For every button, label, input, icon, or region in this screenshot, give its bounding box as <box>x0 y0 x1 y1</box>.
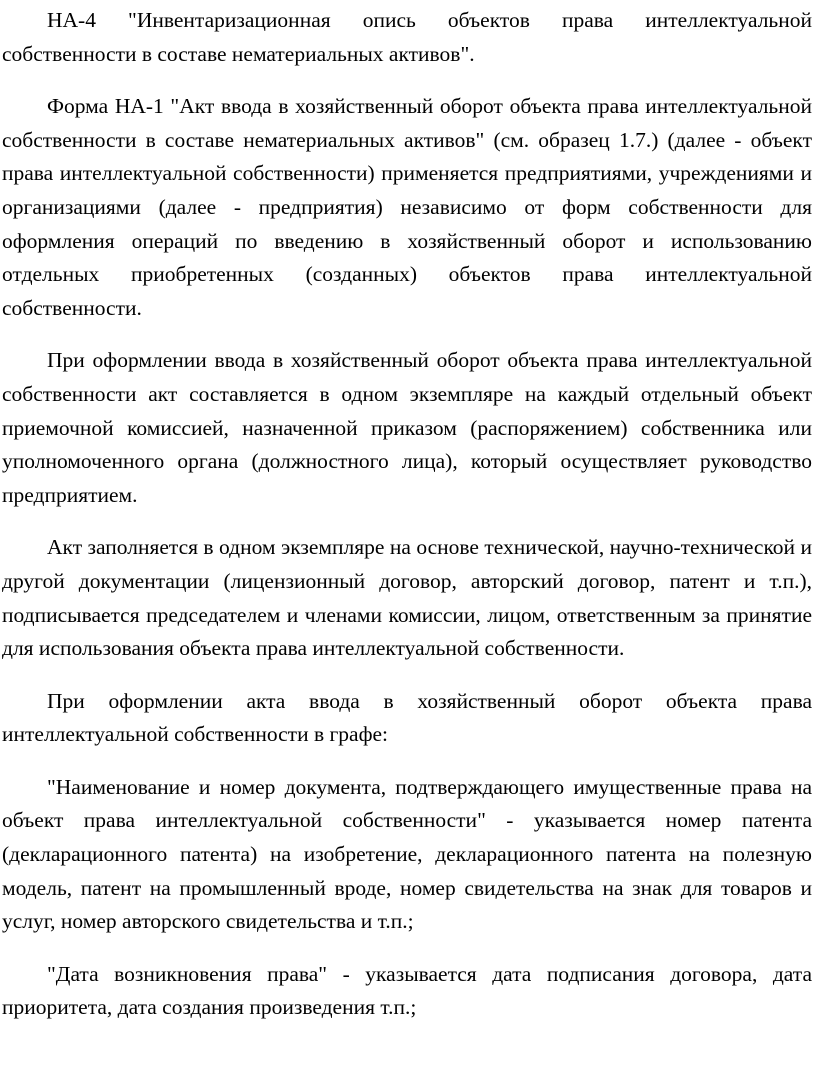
paragraph-na4-inventory: НА-4 "Инвентаризационная опись объектов права интеллектуальной собственности в составе нематериальных активов". <box>2 8 812 66</box>
paragraph-act-drafting: При оформлении ввода в хозяйственный оборот объекта права интеллектуальной собственности акт составляется в одном экземпляре на каждый отдельный объект приемочной комиссией, назначенной приказом (распоряжением) собственника или уполномоченного органа (должностного лица), который осуществляет руководство предприятием. <box>2 348 812 507</box>
paragraph-document-name-column: "Наименование и номер документа, подтверждающего имущественные права на объект права интеллектуальной собственности" - указывается номер патента (декларационного патента) на изобретение, декларационного патента на полезную модель, патент на промышленный вроде, номер свидетельства на знак для товаров и услуг, номер авторского свидетельства и т.п.; <box>2 774 812 934</box>
paragraph-column-intro: При оформлении акта ввода в хозяйственный оборот объекта права интеллектуальной собственности в графе: <box>2 688 812 747</box>
paragraph-right-date-column: "Дата возникновения права" - указывается дата подписания договора, дата приоритета, дата создания произведения т.п.; <box>2 961 812 1020</box>
paragraph-act-filling: Акт заполняется в одном экземпляре на основе технической, научно-технической и другой документации (лицензионный договор, авторский договор, патент и т.п.), подписывается председателем и членами комиссии, лицом, ответственным за принятие для использования объекта права интеллектуальной собственности. <box>2 535 812 661</box>
paragraph-form-na1: Форма НА-1 "Акт ввода в хозяйственный оборот объекта права интеллектуальной собственности в составе нематериальных активов" (см. образец 1.7.) (далее - объект права интеллектуальной собственности) применяется предприятиями, учреждениями и организациями (далее - предприятия) независимо от форм собственности для оформления операций по введению в хозяйственный оборот и использованию отдельных приобретенных (созданных) объектов права интеллектуальной собственности. <box>2 94 812 320</box>
